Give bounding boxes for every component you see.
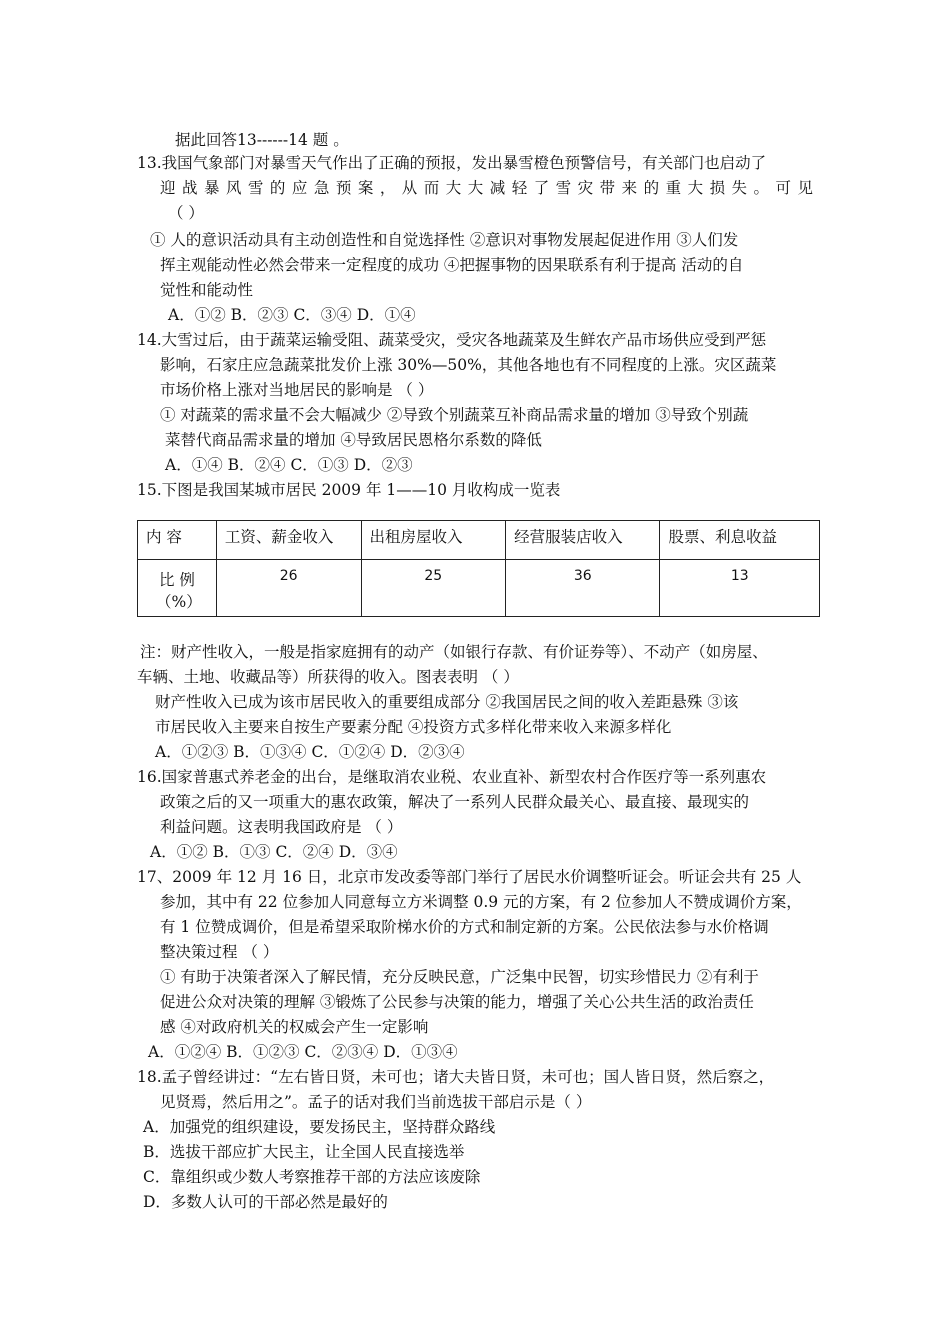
income-table xyxy=(137,520,820,617)
table-cell: 25 xyxy=(361,560,506,617)
table-cell: 36 xyxy=(506,560,660,617)
q18-option-c: C．靠组织或少数人考察推荐干部的方法应该废除 xyxy=(143,1168,481,1186)
q13-statement-3: 觉性和能动性 xyxy=(160,281,254,299)
q13-answer-blank: （ ） xyxy=(168,204,204,222)
intro-line: 据此回答13------14 题 。 xyxy=(175,131,349,149)
table-header-cell: 经营服装店收入 xyxy=(506,521,660,560)
q13-line-1: 13.我国气象部门对暴雪天气作出了正确的预报，发出暴雪橙色预警信号，有关部门也启动了 xyxy=(137,154,767,172)
table-row xyxy=(138,560,820,617)
q16-options: A．①② B．①③ C．②④ D．③④ xyxy=(150,843,398,861)
q14-statement-2: 菜替代商品需求量的增加 ④导致居民恩格尔系数的降低 xyxy=(165,431,542,449)
q17-line-1: 17、2009 年 12 月 16 日，北京市发改委等部门举行了居民水价调整听证会。听证会共有 25 人 xyxy=(137,868,802,886)
q14-line-3: 市场价格上涨对当地居民的影响是 （ ） xyxy=(160,381,434,399)
q18-line-1: 18.孟子曾经讲过：“左右皆日贤，未可也；诸大夫皆日贤，未可也；国人皆日贤，然后察之， xyxy=(137,1068,775,1086)
q14-line-1: 14.大雪过后，由于蔬菜运输受阻、蔬菜受灾，受灾各地蔬菜及生鲜农产品市场供应受到严惩 xyxy=(137,331,767,349)
q18-option-a: A．加强党的组织建设，要发扬民主，坚持群众路线 xyxy=(143,1118,496,1136)
table-header-cell: 工资、薪金收入 xyxy=(216,521,361,560)
q14-line-2: 影响，石家庄应急蔬菜批发价上涨 30%—50%，其他各地也有不同程度的上涨。灾区蔬菜 xyxy=(160,356,777,374)
q16-line-1: 16.国家普惠式养老金的出台，是继取消农业税、农业直补、新型农村合作医疗等一系列惠农 xyxy=(137,768,767,786)
q16-line-2: 政策之后的又一项重大的惠农政策，解决了一系列人民群众最关心、最直接、最现实的 xyxy=(160,793,750,811)
q17-statement-3: 感 ④对政府机关的权威会产生一定影响 xyxy=(160,1018,429,1036)
q17-options: A．①②④ B．①②③ C．②③④ D．①③④ xyxy=(148,1043,458,1061)
table-row-label xyxy=(138,560,217,617)
q15-options: A．①②③ B．①③④ C．①②④ D．②③④ xyxy=(155,743,465,761)
q15-statement-2: 市居民收入主要来自按生产要素分配 ④投资方式多样化带来收入来源多样化 xyxy=(155,718,672,736)
table-header-cell: 股票、利息收益 xyxy=(660,521,820,560)
row-label-unit: （%） xyxy=(156,593,202,611)
q16-line-3: 利益问题。这表明我国政府是 （ ） xyxy=(160,818,403,836)
table-cell: 26 xyxy=(216,560,361,617)
q15-statement-1: 财产性收入已成为该市居民收入的重要组成部分 ②我国居民之间的收入差距悬殊 ③该 xyxy=(155,693,739,711)
q15-note-1: 注：财产性收入，一般是指家庭拥有的动产（如银行存款、有价证券等）、不动产（如房屋、 xyxy=(140,643,768,661)
q17-line-2: 参加，其中有 22 位参加人同意每立方米调整 0.9 元的方案，有 2 位参加人不赞成调价方案， xyxy=(160,893,802,911)
q14-options: A．①④ B．②④ C．①③ D．②③ xyxy=(165,456,413,474)
q17-statement-2: 促进公众对决策的理解 ③锻炼了公民参与决策的能力，增强了关心公共生活的政治责任 xyxy=(160,993,754,1011)
q18-line-2: 见贤焉，然后用之”。孟子的话对我们当前选拔干部启示是（ ） xyxy=(160,1093,592,1111)
q13-statement-1: ① 人的意识活动具有主动创造性和自觉选择性 ②意识对事物发展起促进作用 ③人们发 xyxy=(150,231,739,249)
q13-statement-2: 挥主观能动性必然会带来一定程度的成功 ④把握事物的因果联系有利于提高 活动的自 xyxy=(160,256,744,274)
q18-option-b: B．选拔干部应扩大民主，让全国人民直接选举 xyxy=(143,1143,465,1161)
q13-options: A．①② B．②③ C．③④ D．①④ xyxy=(168,306,416,324)
table-cell: 13 xyxy=(660,560,820,617)
table-header-cell: 内 容 xyxy=(138,521,217,560)
q17-line-4: 整决策过程 （ ） xyxy=(160,943,279,961)
q17-statement-1: ① 有助于决策者深入了解民情，充分反映民意，广泛集中民智，切实珍惜民力 ②有利于 xyxy=(160,968,759,986)
q18-option-d: D．多数人认可的干部必然是最好的 xyxy=(143,1193,388,1211)
table-header-row xyxy=(138,521,820,560)
q15-line-1: 15.下图是我国某城市居民 2009 年 1——10 月收构成一览表 xyxy=(137,481,561,499)
table-header-cell: 出租房屋收入 xyxy=(361,521,506,560)
row-label-ratio: 比 例 xyxy=(158,571,195,589)
q15-note-2: 车辆、土地、收藏品等）所获得的收入。图表表明 （ ） xyxy=(137,668,519,686)
q14-statement-1: ① 对蔬菜的需求量不会大幅减少 ②导致个别蔬菜互补商品需求量的增加 ③导致个别蔬 xyxy=(160,406,749,424)
q13-line-2: 迎 战 暴 风 雪 的 应 急 预 案 ， 从 而 大 大 减 轻 了 雪 灾 带 来 的 重 大 损 失 。 可 见 xyxy=(160,179,813,197)
q17-line-3: 有 1 位赞成调价，但是希望采取阶梯水价的方式和制定新的方案。公民依法参与水价格调 xyxy=(160,918,769,936)
